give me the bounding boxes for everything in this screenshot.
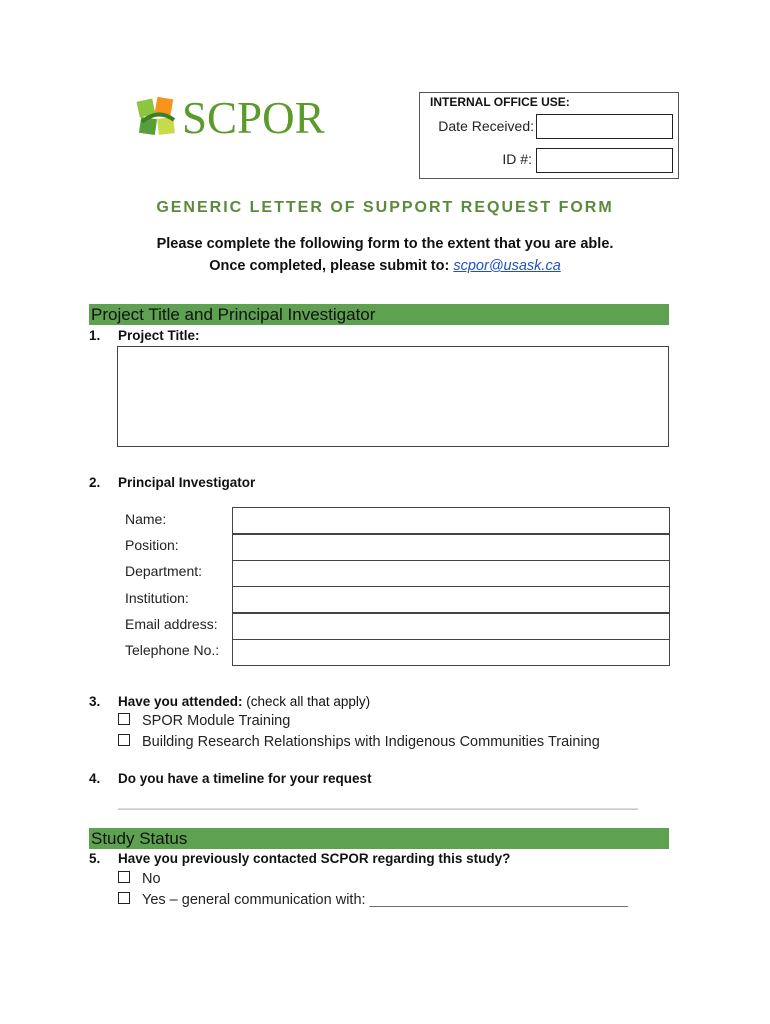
pi-name-label: Name: [125,511,167,527]
pi-name-field[interactable] [232,507,670,534]
q1-label: Project Title: [118,328,200,343]
intro-line-2 [0,258,770,274]
pi-position-field[interactable] [232,534,670,561]
q1-number: 1. [89,328,101,343]
pi-telephone-field[interactable] [232,639,670,666]
q3-label: Have you attended: [118,694,243,709]
option-no-label: No [142,871,161,887]
checkbox-spor-training[interactable] [118,713,130,725]
logo-wordmark: SCPOR [182,93,325,143]
date-received-field[interactable] [536,114,673,139]
submit-email-link[interactable]: scpor@usask.ca [453,258,561,274]
q5-number: 5. [89,851,101,866]
q5-option-no [118,871,161,887]
q3-option-indigenous [118,734,600,750]
q5-label: Have you previously contacted SCPOR regarding this study? [118,851,511,866]
checkbox-indigenous-training[interactable] [118,734,130,746]
scpor-logo [136,92,336,144]
pi-position-label: Position: [125,537,179,553]
office-title: INTERNAL OFFICE USE: [430,95,570,109]
q4-label: Do you have a timeline for your request [118,771,372,786]
checkbox-yes[interactable] [118,892,130,904]
q3-question [118,694,370,709]
pi-telephone-label: Telephone No.: [125,642,220,658]
pi-department-label: Department: [125,563,203,579]
q2-label: Principal Investigator [118,475,256,490]
option-spor-label: SPOR Module Training [142,713,291,729]
q4-number: 4. [89,771,101,786]
option-indigenous-label: Building Research Relationships with Indigenous Communities Training [142,734,600,750]
checkbox-no[interactable] [118,871,130,883]
form-title: GENERIC LETTER OF SUPPORT REQUEST FORM [156,199,614,216]
q5-option-yes [118,892,628,908]
internal-office-box [419,92,679,179]
date-received-label: Date Received: [438,118,534,134]
section-project-title-pi: Project Title and Principal Investigator [89,304,669,325]
yes-communication-line[interactable]: ________________________________ [369,892,628,908]
section-study-status: Study Status [89,828,669,849]
q3-note: (check all that apply) [246,694,371,709]
q2-number: 2. [89,475,101,490]
handshake-icon [136,94,180,142]
intro-submit-label: Once completed, please submit to: [209,258,450,274]
q3-option-spor [118,713,290,729]
project-title-textbox[interactable] [117,346,669,447]
pi-email-label: Email address: [125,616,218,632]
pi-institution-field[interactable] [232,586,670,613]
pi-institution-label: Institution: [125,590,189,606]
pi-department-field[interactable] [232,560,670,587]
option-yes-label: Yes – general communication with: [142,892,366,908]
timeline-answer-line[interactable]: ______________________________________________________________________ [118,795,639,810]
id-label: ID #: [502,151,532,167]
id-field[interactable] [536,148,673,173]
pi-email-field[interactable] [232,613,670,640]
intro-line-1: Please complete the following form to the extent that you are able. [156,236,614,252]
q3-number: 3. [89,694,101,709]
